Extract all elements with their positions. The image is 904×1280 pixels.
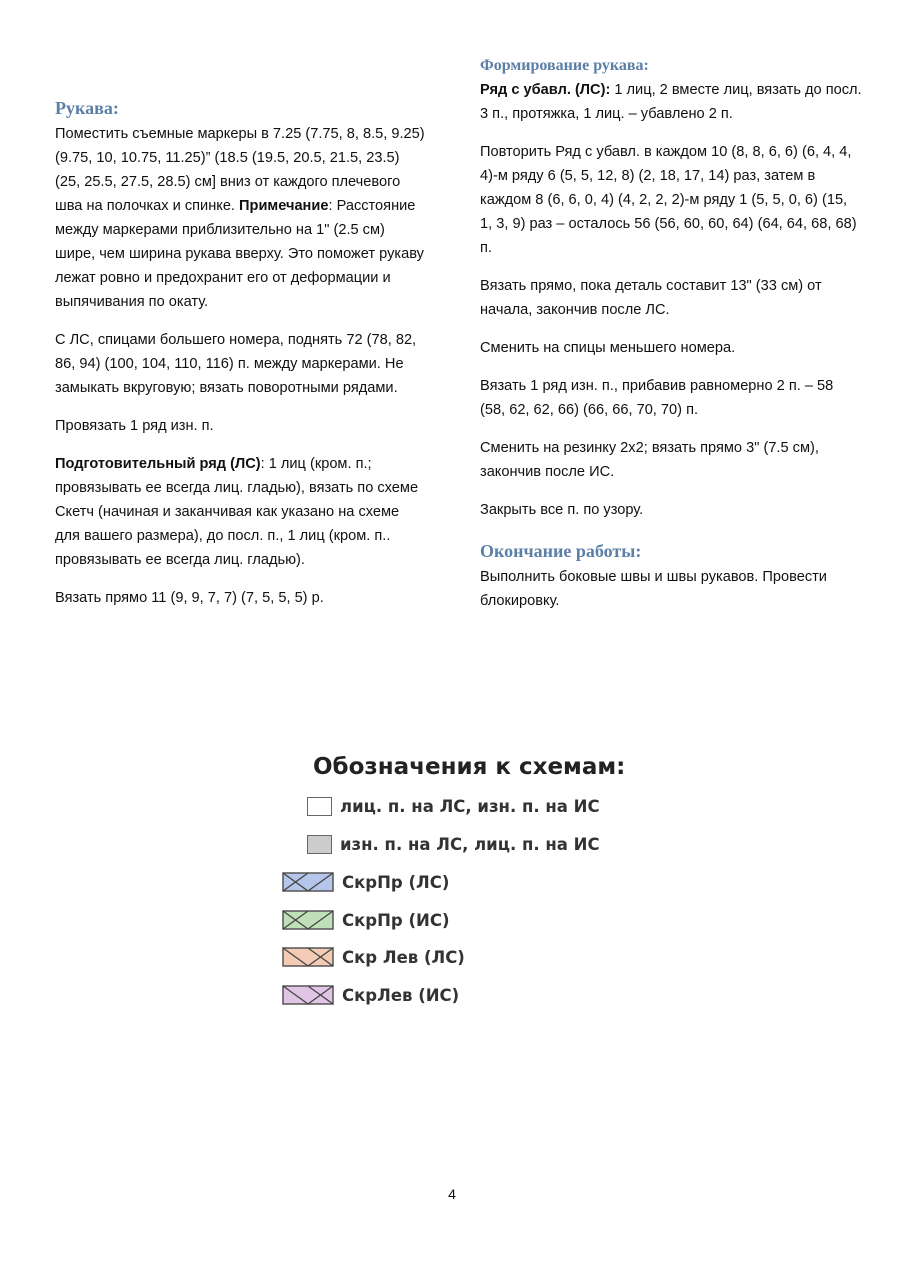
legend-item-label: СкрПр (ИС) [342,910,450,930]
legend-item [282,945,465,969]
legend-item [307,794,600,818]
section-heading-sleeve-shaping: Формирование рукава: [480,57,649,74]
chart-legend [258,752,653,1010]
section-heading-sleeves: Рукава: [55,98,119,118]
paragraph-setup-row: Подготовительный ряд (ЛС): 1 лиц (кром. п.; провязывать ее всегда лиц. гладью), вязать по схеме Скетч (начиная и заканчивая как указано на схеме для вашего размера), до посл. п., 1 лиц (кром. п.. провязывать ее всегда лиц. гладью). [55,456,419,568]
paragraph-inc-row: Вязать 1 ряд изн. п., прибавив равномерно 2 п. – 58 (58, 62, 62, 66) (66, 66, 70, 70) п. [480,378,834,418]
cross-right-icon [282,910,334,930]
paragraph-ribbing: Сменить на резинку 2x2; вязать прямо 3" (7.5 см), закончив после ИС. [480,440,819,480]
paragraph-bind-off: Закрыть все п. по узору. [480,502,644,518]
section-heading-finishing: Окончание работы: [480,541,642,561]
paragraph-repeat-dec: Повторить Ряд с убавл. в каждом 10 (8, 8, 6, 6) (6, 4, 4, 4)-м ряду 6 (5, 5, 12, 8) (2, 18, 17, 14) раз, затем в каждом 8 (6, 6, 0, 4) (4, 2, 2, 2)-м ряду 1 (5, 5, 0, 6) (15, 1, 3, 9) раз – осталось 56 (56, 60, 60, 64) (64, 64, 68, 68) п. [480,144,857,256]
left-column [55,97,427,624]
page-number: 4 [448,1186,456,1202]
legend-item [307,832,600,856]
paragraph-pickup: С ЛС, спицами большего номера, поднять 72 (78, 82, 86, 94) (100, 104, 110, 116) п. между маркерами. Не замыкать вкруговую; вязать поворотными рядами. [55,332,417,396]
legend-item-label: СкрПр (ЛС) [342,872,450,892]
dec-row-label: Ряд с убавл. (ЛС): [480,82,611,98]
gray-square-icon [307,835,332,854]
paragraph-purl-row: Провязать 1 ряд изн. п. [55,418,214,434]
paragraph-dec-row: Ряд с убавл. (ЛС): 1 лиц, 2 вместе лиц, вязать до посл. 3 п., протяжка, 1 лиц. – убавлено 2 п. [480,82,862,122]
right-column [480,55,862,627]
legend-item-label: СкрЛев (ИС) [342,985,460,1005]
legend-title: Обозначения к схемам: [313,754,626,780]
legend-item-label: Скр Лев (ЛС) [342,947,465,967]
paragraph-finishing: Выполнить боковые швы и швы рукавов. Провести блокировку. [480,569,827,609]
paragraph-knit-straight: Вязать прямо 11 (9, 9, 7, 7) (7, 5, 5, 5) р. [55,590,324,606]
legend-item [282,908,449,932]
legend-item-label: лиц. п. на ЛС, изн. п. на ИС [340,796,600,816]
cross-right-icon [282,872,334,892]
legend-item-label: изн. п. на ЛС, лиц. п. на ИС [340,834,600,854]
empty-square-icon [307,797,332,816]
paragraph-markers: Поместить съемные маркеры в 7.25 (7.75, 8, 8.5, 9.25) (9.75, 10, 10.75, 11.25)” (18.5 (19.5, 20.5, 21.5, 23.5) (25, 25.5, 27.5, 28.5) см] вниз от каждого плечевого шва на полочках и спинке. Примечание: Расстояние между маркерами приблизительно на 1" (2.5 см) шире, чем ширина рукава вверху. Это поможет рукаву лежат ровно и предохранит его от деформации и выпячивания по окату. [55,126,425,310]
cross-left-icon [282,985,334,1005]
paragraph-knit-until: Вязать прямо, пока деталь составит 13" (33 см) от начала, закончив после ЛС. [480,278,822,318]
paragraph-change-needles: Сменить на спицы меньшего номера. [480,340,736,356]
legend-item [282,870,449,894]
setup-row-label: Подготовительный ряд (ЛС) [55,456,261,472]
legend-item [282,983,459,1007]
note-label: Примечание [239,198,329,214]
cross-left-icon [282,947,334,967]
